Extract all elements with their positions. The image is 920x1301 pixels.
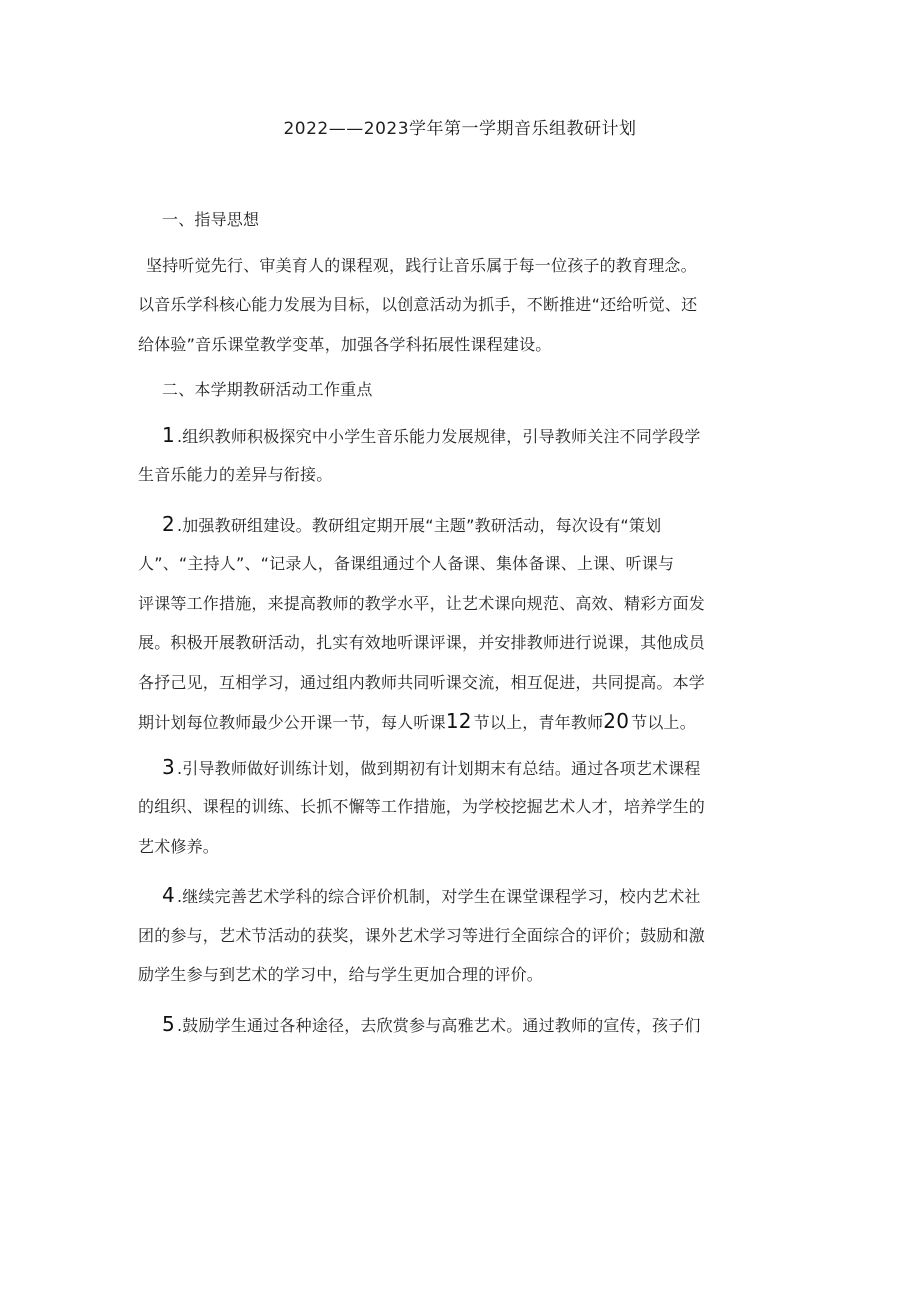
paragraph-line: 以音乐学科核心能力发展为目标，以创意活动为抓手，不断推进“还给听觉、还 (138, 295, 698, 314)
list-item-4-line: 励学生参与到艺术的学习中，给与学生更加合理的评价。 (138, 965, 544, 984)
list-item-number: 4 (162, 883, 175, 907)
lesson-count-12: 12 (445, 709, 472, 733)
list-item-5-line: 5 .鼓励学生通过各种途径，去欣赏参与高雅艺术。通过教师的宣传，孩子们 (162, 1011, 701, 1036)
list-item-number: 1 (162, 422, 175, 447)
paragraph-line: 坚持听觉先行、审美育人的课程观，践行让音乐属于每一位孩子的教育理念。 (146, 255, 697, 275)
list-item-2-line: 2 .加强教研组建设。教研组定期开展“主题”教研活动，每次设有“策划 (162, 511, 662, 536)
document-body (138, 200, 788, 1044)
list-item-number: 2 (162, 511, 175, 536)
section-heading-guiding-ideology: 一、指导思想 (162, 210, 260, 229)
list-item-1-line: 1 .组织教师积极探究中小学生音乐能力发展规律，引导教师关注不同学段学 (162, 422, 701, 447)
list-item-2-line: 人”、“主持人”、“记录人，备课组通过个人备课、集体备课、上课、听课与 (138, 554, 675, 573)
list-item-2-last-line: 期计划每位教师最少公开课一节，每人听课12 节以上，青年教师20 节以上。 (138, 709, 696, 733)
list-item-4-line: 4 .继续完善艺术学科的综合评价机制，对学生在课堂课程学习，校内艺术社 (162, 883, 701, 907)
list-item-1-line: 生音乐能力的差异与衔接。 (138, 465, 333, 484)
list-item-4-line: 团的参与，艺术节活动的获奖，课外艺术学习等进行全面综合的评价；鼓励和激 (138, 925, 706, 945)
list-item-3-line: 3 .引导教师做好训练计划，做到期初有计划期末有总结。通过各项艺术课程 (162, 754, 701, 779)
lesson-count-20: 20 (603, 709, 630, 733)
page-title: 2022——2023学年第一学期音乐组教研计划 (283, 119, 637, 139)
section-heading-key-work: 二、本学期教研活动工作重点 (162, 380, 373, 399)
list-item-3-line: 艺术修养。 (138, 836, 220, 856)
list-item-number: 3 (162, 754, 175, 779)
paragraph-line: 给体验”音乐课堂教学变革，加强各学科拓展性课程建设。 (138, 334, 552, 354)
list-item-2-line: 各抒己见，互相学习，通过组内教师共同听课交流，相互促进，共同提高。本学 (138, 672, 706, 692)
list-item-2-line: 展。积极开展教研活动，扎实有效地听课评课，并安排教师进行说课，其他成员 (138, 633, 706, 652)
list-item-3-line: 的组织、课程的训练、长抓不懈等工作措施，为学校挖掘艺术人才，培养学生的 (138, 797, 706, 816)
list-item-number: 5 (162, 1011, 175, 1036)
list-item-2-line: 评课等工作措施，来提高教师的教学水平，让艺术课向规范、高效、精彩方面发 (138, 593, 706, 613)
